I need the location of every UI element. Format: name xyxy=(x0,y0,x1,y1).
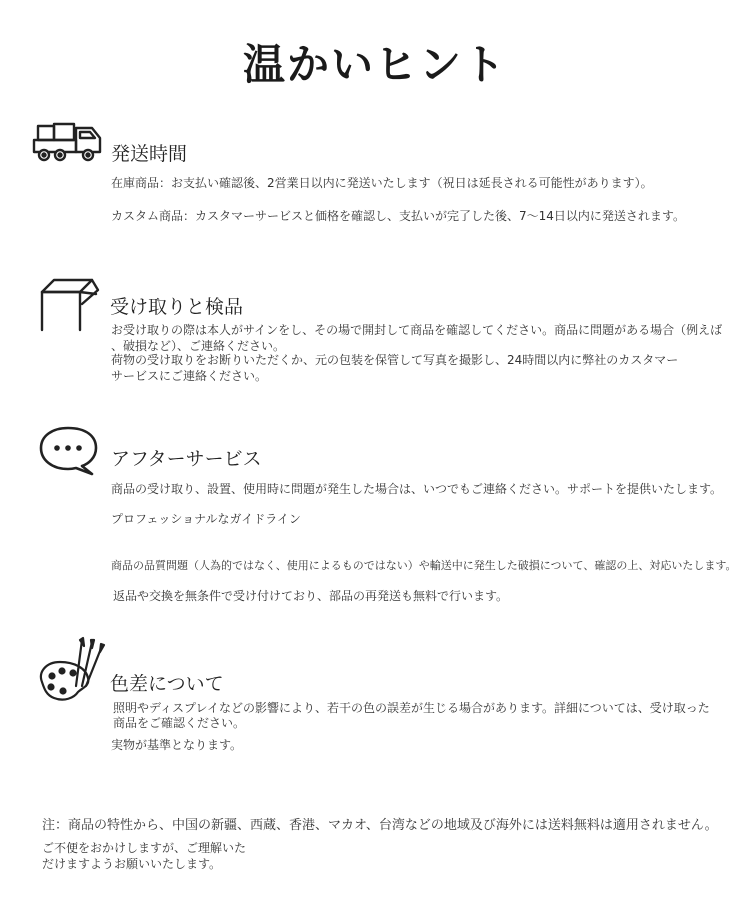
after-sales-line-4: 返品や交換を無条件で受け付けており、部品の再発送も無料で行います。 xyxy=(113,589,509,603)
receiving-line-3: 荷物の受け取りをお断りいただくか、元の包装を保管して写真を撮影し、24時間以内に弊社のカスタマー xyxy=(111,353,679,367)
color-line-3: 実物が基準となります。 xyxy=(111,738,243,752)
note-line-1: 注：商品の特性から、中国の新疆、西蔵、香港、マカオ、台湾などの地域及び海外には送料無料は適用されません。 xyxy=(42,818,718,833)
receiving-line-2: 、破損など）、ご連絡ください。 xyxy=(111,339,286,353)
shipping-line-2: カスタム商品：カスタマーサービスと価格を確認し、支払いが完了した後、7〜14日以内に発送されます。 xyxy=(111,209,685,223)
box-icon xyxy=(36,276,104,336)
section-heading-receiving: 受け取りと検品 xyxy=(110,296,244,318)
chat-bubble-icon xyxy=(38,424,104,478)
after-sales-line-2: プロフェッショナルなガイドライン xyxy=(111,512,301,526)
color-line-2: 商品をご確認ください。 xyxy=(113,716,246,730)
after-sales-line-3: 商品の品質問題（人為的ではなく、使用によるものではない）や輸送中に発生した破損について、確認の上、対応いたします。 xyxy=(111,559,737,572)
section-heading-shipping: 発送時間 xyxy=(111,143,188,165)
color-line-1: 照明やディスプレイなどの影響により、若干の色の誤差が生じる場合があります。詳細については、受け取った xyxy=(113,701,710,715)
section-heading-after-sales: アフターサービス xyxy=(111,448,262,470)
note-line-3: だけますようお願いいたします。 xyxy=(42,857,222,871)
after-sales-line-1: 商品の受け取り、設置、使用時に問題が発生した場合は、いつでもご連絡ください。サポートを提供いたします。 xyxy=(111,482,723,496)
section-heading-color-difference: 色差について xyxy=(110,673,224,695)
receiving-line-4: サービスにご連絡ください。 xyxy=(111,369,268,383)
note-line-2: ご不便をおかけしますが、ご理解いた xyxy=(42,841,247,855)
receiving-line-1: お受け取りの際は本人がサインをし、その場で開封して商品を確認してください。商品に問題がある場合（例えば xyxy=(111,323,723,337)
shipping-line-1: 在庫商品：お支払い確認後、2営業日以内に発送いたします（祝日は延長される可能性があります）。 xyxy=(111,176,653,190)
page-title: 温かいヒント xyxy=(242,40,507,89)
truck-icon xyxy=(32,122,104,166)
palette-icon xyxy=(36,636,110,706)
